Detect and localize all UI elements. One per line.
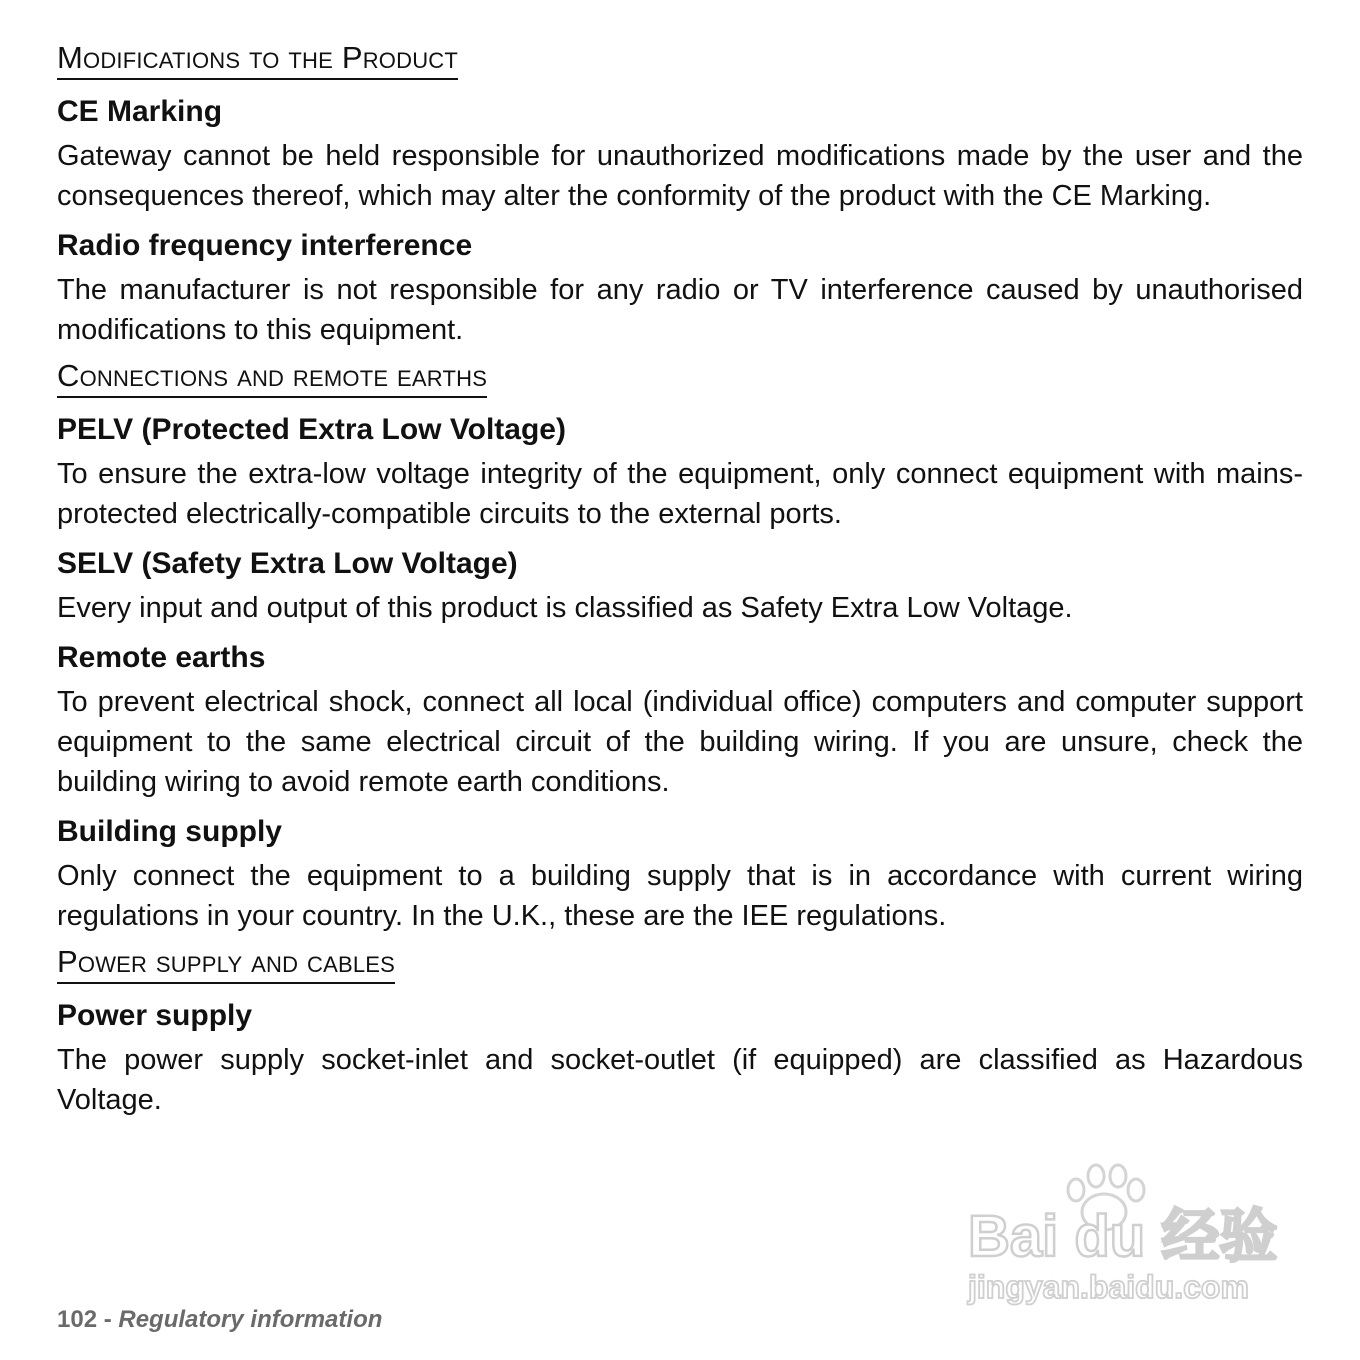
baidu-watermark [964,1160,1284,1310]
section-connections [57,356,1303,936]
page-footer [57,1306,382,1334]
section-modifications [57,38,1303,350]
page-number: 102 [57,1306,98,1333]
footer-separator: - [97,1306,119,1333]
watermark-url: jingyan.baidu.com [968,1269,1249,1305]
section-power-supply [57,942,1303,1120]
paragraph-ce-marking: Gateway cannot be held responsible for unauthorized modifications made by the user and the consequences thereof, which may alter the conformity of the product with the CE Marking. [57,140,1303,212]
subheading-building-supply: Building supply [57,815,282,848]
paragraph-selv: Every input and output of this product is classified as Safety Extra Low Voltage. [57,592,1073,624]
paragraph-power-supply: The power supply socket-inlet and socket-outlet (if equipped) are classified as Hazardous Voltage. [57,1044,1303,1116]
subheading-remote-earths: Remote earths [57,641,266,674]
document-page [57,38,1303,1126]
subheading-radio-interference: Radio frequency interference [57,229,473,262]
paragraph-remote-earths: To prevent electrical shock, connect all local (individual office) computers and computer support equipment to the same electrical circuit of the building wiring. If you are unsure, check the building wiring to avoid remote earth conditions. [57,686,1303,798]
subheading-power-supply: Power supply [57,999,253,1032]
paragraph-building-supply: Only connect the equipment to a building supply that is in accordance with current wiring regulations in your country. In the U.K., these are the IEE regulations. [57,860,1303,932]
footer-title: Regulatory information [118,1306,383,1333]
subheading-ce-marking: CE Marking [57,95,223,128]
section-heading: Connections and remote earths [57,356,487,398]
watermark-brand: Bai du 经验 [968,1204,1278,1269]
subheading-pelv: PELV (Protected Extra Low Voltage) [57,413,566,446]
subheading-selv: SELV (Safety Extra Low Voltage) [57,547,518,580]
section-heading: Modifications to the Product [57,38,458,80]
paragraph-pelv: To ensure the extra-low voltage integrity of the equipment, only connect equipment with mains-protected electrically-compatible circuits to the external ports. [57,458,1303,530]
section-heading: Power supply and cables [57,942,395,984]
paragraph-radio-interference: The manufacturer is not responsible for any radio or TV interference caused by unauthorised modifications to this equipment. [57,274,1303,346]
